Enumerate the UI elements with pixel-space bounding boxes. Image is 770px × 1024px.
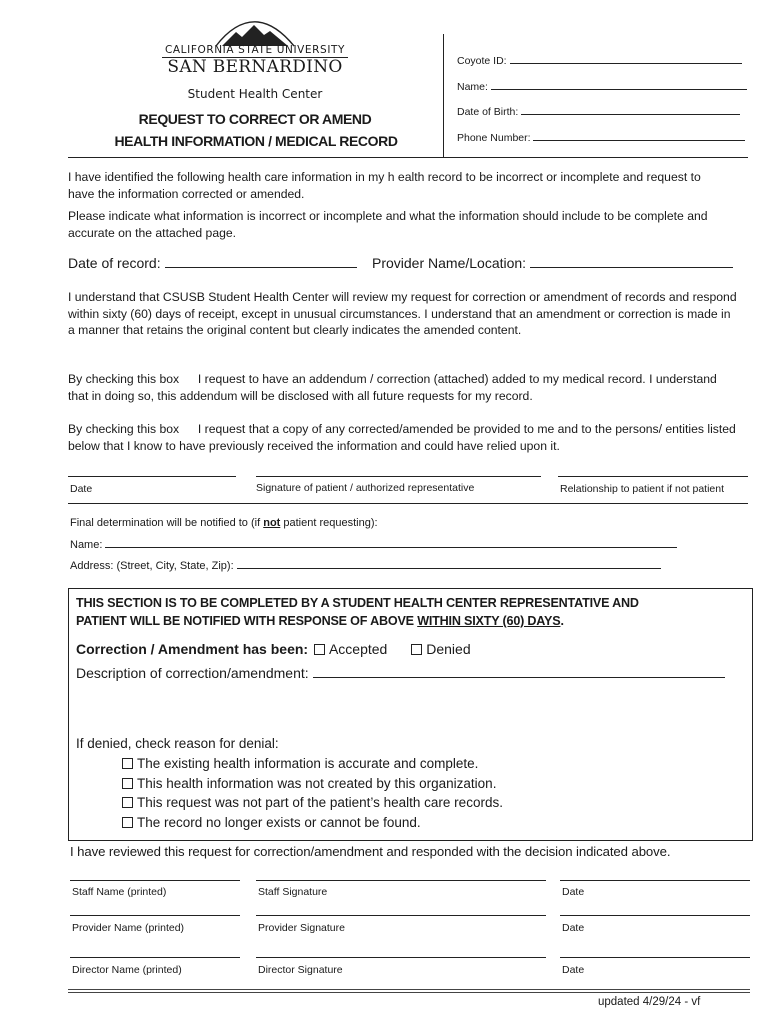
checkbox1-paragraph [68, 371, 740, 404]
date-of-record-field[interactable] [68, 255, 357, 271]
director-date-label: Date [562, 964, 585, 976]
staff-signature-label: Staff Signature [258, 886, 328, 898]
provider-name-label: Provider Name (printed) [72, 922, 185, 934]
rep-heading-line2-suffix: . [560, 614, 564, 628]
patient-date-label: Date [70, 483, 93, 495]
signature-section-rule [68, 503, 748, 504]
health-center-name: Student Health Center [187, 87, 323, 101]
patient-signature-label: Signature of patient / authorized representative [256, 482, 475, 494]
dob-field[interactable] [457, 106, 740, 118]
rep-heading-line2-emph: WITHIN SIXTY (60) DAYS [417, 614, 561, 628]
denial-reason-3[interactable] [122, 795, 503, 810]
provider-signature-label: Provider Signature [258, 922, 345, 934]
notify-name-label: Name: [70, 539, 103, 551]
understand-paragraph: I understand that CSUSB Student Health Center will review my request for correction or amendment of records and respond within sixty (60) days of receipt, except in unusual circumstances. I understand that an amendment or correction is made in a manner that retains the original content but clearly indicates the amended content. [68, 290, 737, 337]
phone-label: Phone Number: [457, 132, 531, 144]
header-bottom-rule [68, 157, 748, 158]
correction-status-row [76, 641, 471, 657]
university-name-line2: SAN BERNARDINO [167, 57, 343, 77]
denial-reason-3-label: This request was not part of the patient’s health care records. [137, 795, 503, 810]
rep-heading-line2 [76, 614, 564, 628]
rep-heading-line2-prefix: PATIENT WILL BE NOTIFIED WITH RESPONSE OF ABOVE [76, 614, 414, 628]
dob-line[interactable] [521, 114, 740, 115]
notify-address-field[interactable] [70, 560, 661, 572]
denied-label: Denied [426, 641, 471, 657]
checkbox2-paragraph [68, 421, 740, 454]
correction-status-label: Correction / Amendment has been: [76, 641, 309, 657]
checkbox2-prefix: By checking this box [68, 422, 180, 436]
staff-date-label: Date [562, 886, 585, 898]
coyote-id-line[interactable] [510, 63, 742, 64]
review-statement: I have reviewed this request for correction/amendment and responded with the decision indicated above. [70, 844, 671, 859]
description-line[interactable] [313, 677, 725, 678]
indicate-paragraph: Please indicate what information is incorrect or incomplete and what the information should include to be complete and accurate on the attached page. [68, 209, 708, 240]
name-label: Name: [457, 81, 488, 93]
description-field[interactable] [76, 665, 725, 681]
checkbox1-prefix: By checking this box [68, 372, 180, 386]
denial-reason-1-checkbox[interactable] [122, 758, 133, 769]
checkbox1-text: I request to have an addendum / correction (attached) added to my medical record. I understand that in doing so, this addendum will be disclosed with all future requests for my record. [68, 372, 717, 403]
provider-date-line[interactable] [560, 915, 750, 916]
coyote-id-field[interactable] [457, 55, 742, 67]
form-title-line2: HEALTH INFORMATION / MEDICAL RECORD [114, 133, 398, 149]
date-of-record-label: Date of record: [68, 255, 161, 271]
updated-note: updated 4/29/24 - vf [598, 996, 701, 1008]
checkbox2-text: I request that a copy of any corrected/amended be provided to me and to the persons/ entities listed below that I know to have previously received the information and could have relied upon it. [68, 422, 736, 453]
denial-reason-1[interactable] [122, 756, 478, 771]
notification-intro-prefix: Final determination will be notified to (if [70, 517, 261, 529]
relationship-line[interactable] [558, 476, 748, 477]
staff-name-label: Staff Name (printed) [72, 886, 167, 898]
provider-signature-line[interactable] [256, 915, 546, 916]
denial-intro: If denied, check reason for denial: [76, 736, 279, 751]
provider-label: Provider Name/Location: [372, 255, 527, 271]
notification-intro-emph: not [263, 517, 281, 529]
footer-rule-bottom [68, 992, 750, 993]
name-line[interactable] [491, 89, 747, 90]
notification-intro [70, 517, 378, 529]
denial-reason-4[interactable] [122, 815, 421, 830]
patient-signature-line[interactable] [256, 476, 541, 477]
denial-reason-4-label: The record no longer exists or cannot be found. [137, 815, 421, 830]
provider-line[interactable] [530, 267, 733, 268]
provider-date-label: Date [562, 922, 585, 934]
denial-reason-2-checkbox[interactable] [122, 778, 133, 789]
denial-reason-1-label: The existing health information is accurate and complete. [137, 756, 479, 771]
accepted-label: Accepted [328, 641, 388, 657]
notify-address-label: Address: (Street, City, State, Zip): [70, 560, 234, 572]
director-name-line[interactable] [70, 957, 240, 958]
denied-checkbox[interactable] [411, 644, 422, 655]
notify-name-field[interactable] [70, 539, 677, 551]
name-field[interactable] [457, 81, 747, 93]
patient-date-line[interactable] [68, 476, 236, 477]
identified-paragraph: I have identified the following health care information in my h ealth record to be incorrect or incomplete and request to have the information corrected or amended. [68, 170, 701, 201]
university-name-line1: CALIFORNIA STATE UNIVERSITY [164, 44, 346, 56]
coyote-id-label: Coyote ID: [457, 55, 507, 67]
description-label: Description of correction/amendment: [76, 665, 309, 681]
phone-field[interactable] [457, 132, 745, 144]
relationship-label: Relationship to patient if not patient [560, 483, 725, 495]
staff-name-line[interactable] [70, 880, 240, 881]
date-of-record-line[interactable] [165, 267, 357, 268]
provider-name-line[interactable] [70, 915, 240, 916]
denial-reason-2[interactable] [122, 776, 496, 791]
phone-line[interactable] [533, 140, 745, 141]
director-signature-label: Director Signature [258, 964, 343, 976]
denial-reason-3-checkbox[interactable] [122, 797, 133, 808]
staff-signature-line[interactable] [256, 880, 546, 881]
header-vertical-divider [443, 34, 444, 158]
rep-heading-line1: THIS SECTION IS TO BE COMPLETED BY A STUDENT HEALTH CENTER REPRESENTATIVE AND [76, 596, 639, 610]
notify-name-line[interactable] [105, 547, 677, 548]
director-date-line[interactable] [560, 957, 750, 958]
notification-intro-suffix: patient requesting): [283, 517, 378, 529]
footer-rule-top [68, 989, 750, 990]
notify-address-line[interactable] [237, 568, 661, 569]
staff-date-line[interactable] [560, 880, 750, 881]
director-signature-line[interactable] [256, 957, 546, 958]
director-name-label: Director Name (printed) [72, 964, 182, 976]
provider-field[interactable] [372, 255, 733, 271]
denial-reason-4-checkbox[interactable] [122, 817, 133, 828]
accepted-checkbox[interactable] [314, 644, 325, 655]
form-title-line1: REQUEST TO CORRECT OR AMEND [138, 111, 372, 127]
denial-reason-2-label: This health information was not created by this organization. [137, 776, 497, 791]
dob-label: Date of Birth: [457, 106, 519, 118]
